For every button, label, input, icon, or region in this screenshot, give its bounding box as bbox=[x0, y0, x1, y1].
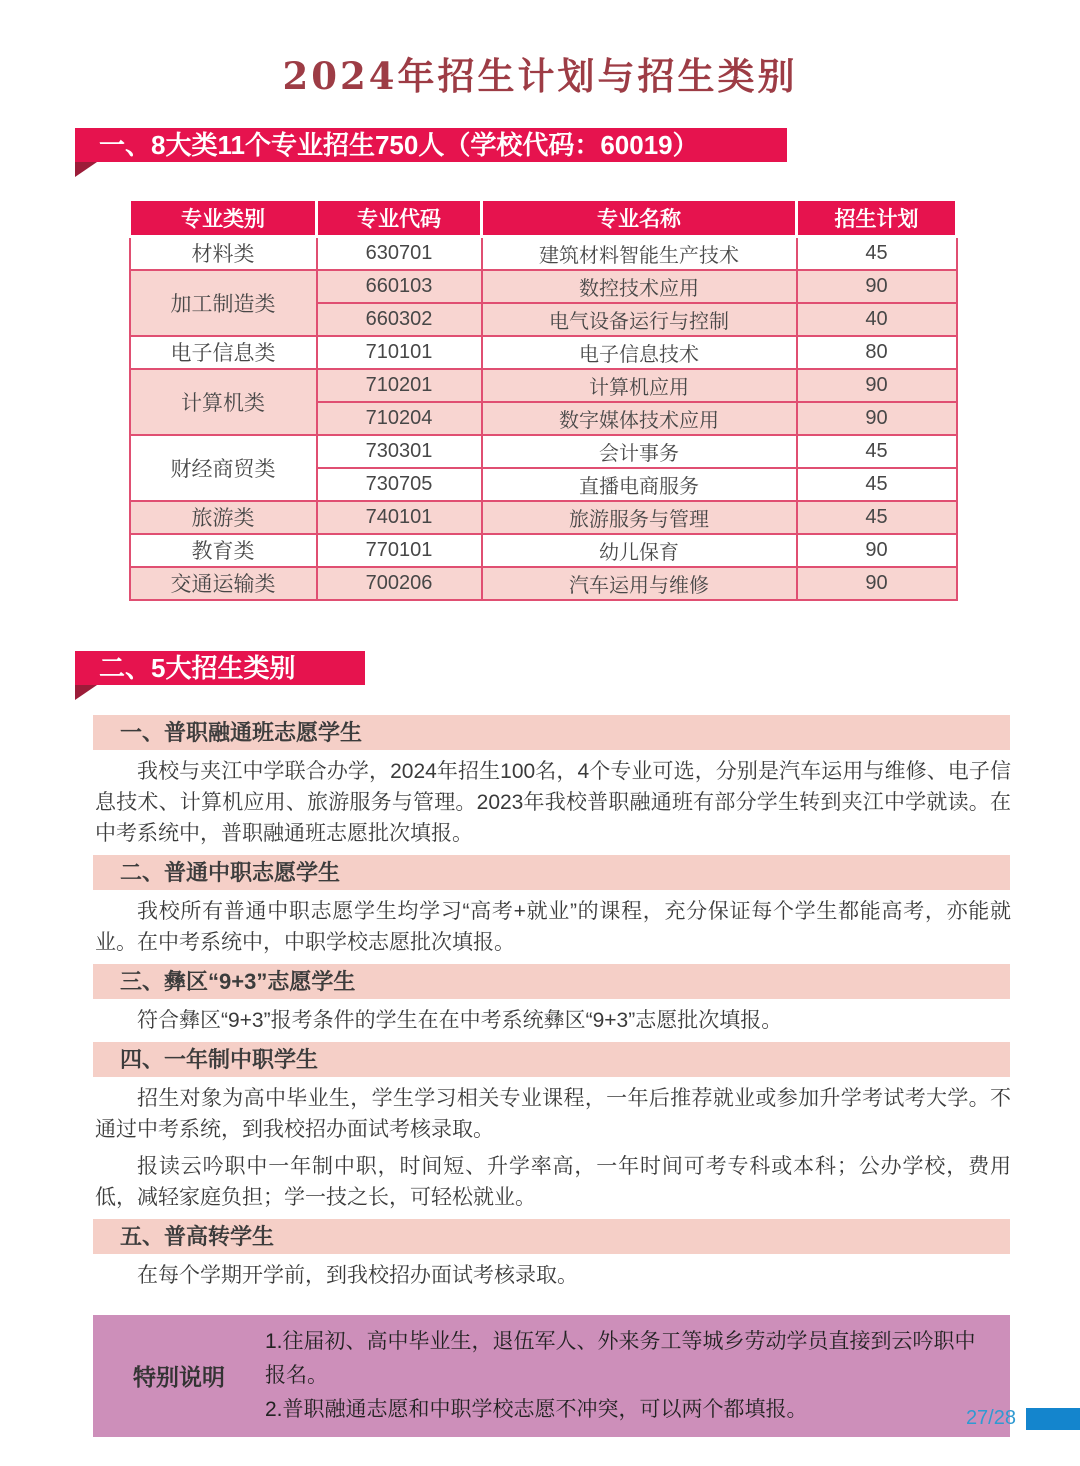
table-row bbox=[130, 369, 957, 402]
cell-category: 材料类 bbox=[130, 237, 317, 270]
cell-major: 电气设备运行与控制 bbox=[482, 303, 797, 336]
special-note-body bbox=[265, 1325, 986, 1427]
cell-plan: 90 bbox=[797, 567, 957, 600]
subsection-3-paragraph: 符合彝区“9+3”报考条件的学生在在中考系统彝区“9+3”志愿批次填报。 bbox=[137, 1008, 783, 1032]
table-row bbox=[130, 336, 957, 369]
cell-code: 710204 bbox=[317, 402, 482, 435]
col-header-plan: 招生计划 bbox=[797, 200, 957, 237]
cell-category: 教育类 bbox=[130, 534, 317, 567]
cell-code: 660302 bbox=[317, 303, 482, 336]
special-note-item-2: 2.普职融通志愿和中职学校志愿不冲突，可以两个都填报。 bbox=[265, 1397, 808, 1421]
cell-plan: 45 bbox=[797, 501, 957, 534]
cell-major: 计算机应用 bbox=[482, 369, 797, 402]
enrollment-plan-table bbox=[128, 198, 958, 601]
cell-code: 660103 bbox=[317, 270, 482, 303]
table-row bbox=[130, 501, 957, 534]
cell-major: 会计事务 bbox=[482, 435, 797, 468]
cell-major: 数控技术应用 bbox=[482, 270, 797, 303]
subsection-4-paragraph-1: 招生对象为高中毕业生，学生学习相关专业课程，一年后推荐就业或参加升学考试考大学。不通过中考系统，到我校招办面试考核录取。 bbox=[95, 1086, 1011, 1141]
table-row bbox=[130, 435, 957, 468]
table-header-row bbox=[130, 200, 957, 237]
subsection-4-paragraph-2: 报读云吟职中一年制中职，时间短、升学率高，一年时间可考专科或本科；公办学校，费用低，减轻家庭负担；学一技之长，可轻松就业。 bbox=[95, 1154, 1011, 1209]
cell-code: 700206 bbox=[317, 567, 482, 600]
section1-banner bbox=[75, 128, 787, 162]
page-footer bbox=[966, 1407, 1080, 1430]
cell-plan: 90 bbox=[797, 270, 957, 303]
cell-major: 直播电商服务 bbox=[482, 468, 797, 501]
table-row bbox=[130, 567, 957, 600]
subsection-5-heading: 五、普高转学生 bbox=[93, 1219, 1010, 1254]
cell-plan: 90 bbox=[797, 402, 957, 435]
page-number: 27/28 bbox=[965, 1407, 1016, 1429]
page-title: 2024年招生计划与招生类别 bbox=[282, 54, 798, 98]
cell-category: 旅游类 bbox=[130, 501, 317, 534]
special-note-item-1: 1.往届初、高中毕业生，退伍军人、外来务工等城乡劳动学员直接到云吟职中报名。 bbox=[265, 1329, 976, 1387]
section2-banner bbox=[75, 651, 365, 685]
cell-category: 交通运输类 bbox=[130, 567, 317, 600]
cell-plan: 90 bbox=[797, 534, 957, 567]
cell-category: 加工制造类 bbox=[130, 270, 317, 336]
cell-category: 电子信息类 bbox=[130, 336, 317, 369]
cell-code: 730301 bbox=[317, 435, 482, 468]
section1-banner-label: 一、8大类11个专业招生750人（学校代码：60019） bbox=[99, 130, 699, 160]
table-row bbox=[130, 237, 957, 270]
subsection-1-heading: 一、普职融通班志愿学生 bbox=[93, 715, 1010, 750]
cell-category: 计算机类 bbox=[130, 369, 317, 435]
cell-code: 740101 bbox=[317, 501, 482, 534]
cell-plan: 40 bbox=[797, 303, 957, 336]
table-row bbox=[130, 270, 957, 303]
cell-plan: 80 bbox=[797, 336, 957, 369]
cell-plan: 45 bbox=[797, 468, 957, 501]
subsection-2-heading: 二、普通中职志愿学生 bbox=[93, 855, 1010, 890]
subsection-2-paragraph: 我校所有普通中职志愿学生均学习“高考+就业”的课程，充分保证每个学生都能高考，亦能就业。在中考系统中，中职学校志愿批次填报。 bbox=[95, 899, 1011, 954]
cell-code: 630701 bbox=[317, 237, 482, 270]
footer-blue-bar bbox=[1026, 1408, 1080, 1430]
subsection-4-heading: 四、一年制中职学生 bbox=[93, 1042, 1010, 1077]
cell-code: 710201 bbox=[317, 369, 482, 402]
cell-category: 财经商贸类 bbox=[130, 435, 317, 501]
cell-plan: 45 bbox=[797, 435, 957, 468]
cell-code: 770101 bbox=[317, 534, 482, 567]
cell-plan: 90 bbox=[797, 369, 957, 402]
cell-major: 旅游服务与管理 bbox=[482, 501, 797, 534]
cell-plan: 45 bbox=[797, 237, 957, 270]
section2-banner-label: 二、5大招生类别 bbox=[99, 652, 296, 683]
subsection-1-paragraph: 我校与夹江中学联合办学，2024年招生100名，4个专业可选，分别是汽车运用与维修、电子信息技术、计算机应用、旅游服务与管理。2023年我校普职融通班有部分学生转到夹江中学就读。在中考系统中，普职融通班志愿批次填报。 bbox=[95, 759, 1011, 845]
table-row bbox=[130, 534, 957, 567]
cell-major: 汽车运用与维修 bbox=[482, 567, 797, 600]
special-note-box bbox=[93, 1315, 1010, 1437]
cell-major: 幼儿保育 bbox=[482, 534, 797, 567]
cell-major: 建筑材料智能生产技术 bbox=[482, 237, 797, 270]
subsection-3-heading: 三、彝区“9+3”志愿学生 bbox=[93, 964, 1010, 999]
cell-major: 电子信息技术 bbox=[482, 336, 797, 369]
subsection-5-paragraph: 在每个学期开学前，到我校招办面试考核录取。 bbox=[137, 1263, 578, 1287]
col-header-code: 专业代码 bbox=[317, 200, 482, 237]
col-header-major: 专业名称 bbox=[482, 200, 797, 237]
cell-major: 数字媒体技术应用 bbox=[482, 402, 797, 435]
cell-code: 710101 bbox=[317, 336, 482, 369]
col-header-category: 专业类别 bbox=[130, 200, 317, 237]
special-note-title: 特别说明 bbox=[133, 1364, 225, 1390]
cell-code: 730705 bbox=[317, 468, 482, 501]
